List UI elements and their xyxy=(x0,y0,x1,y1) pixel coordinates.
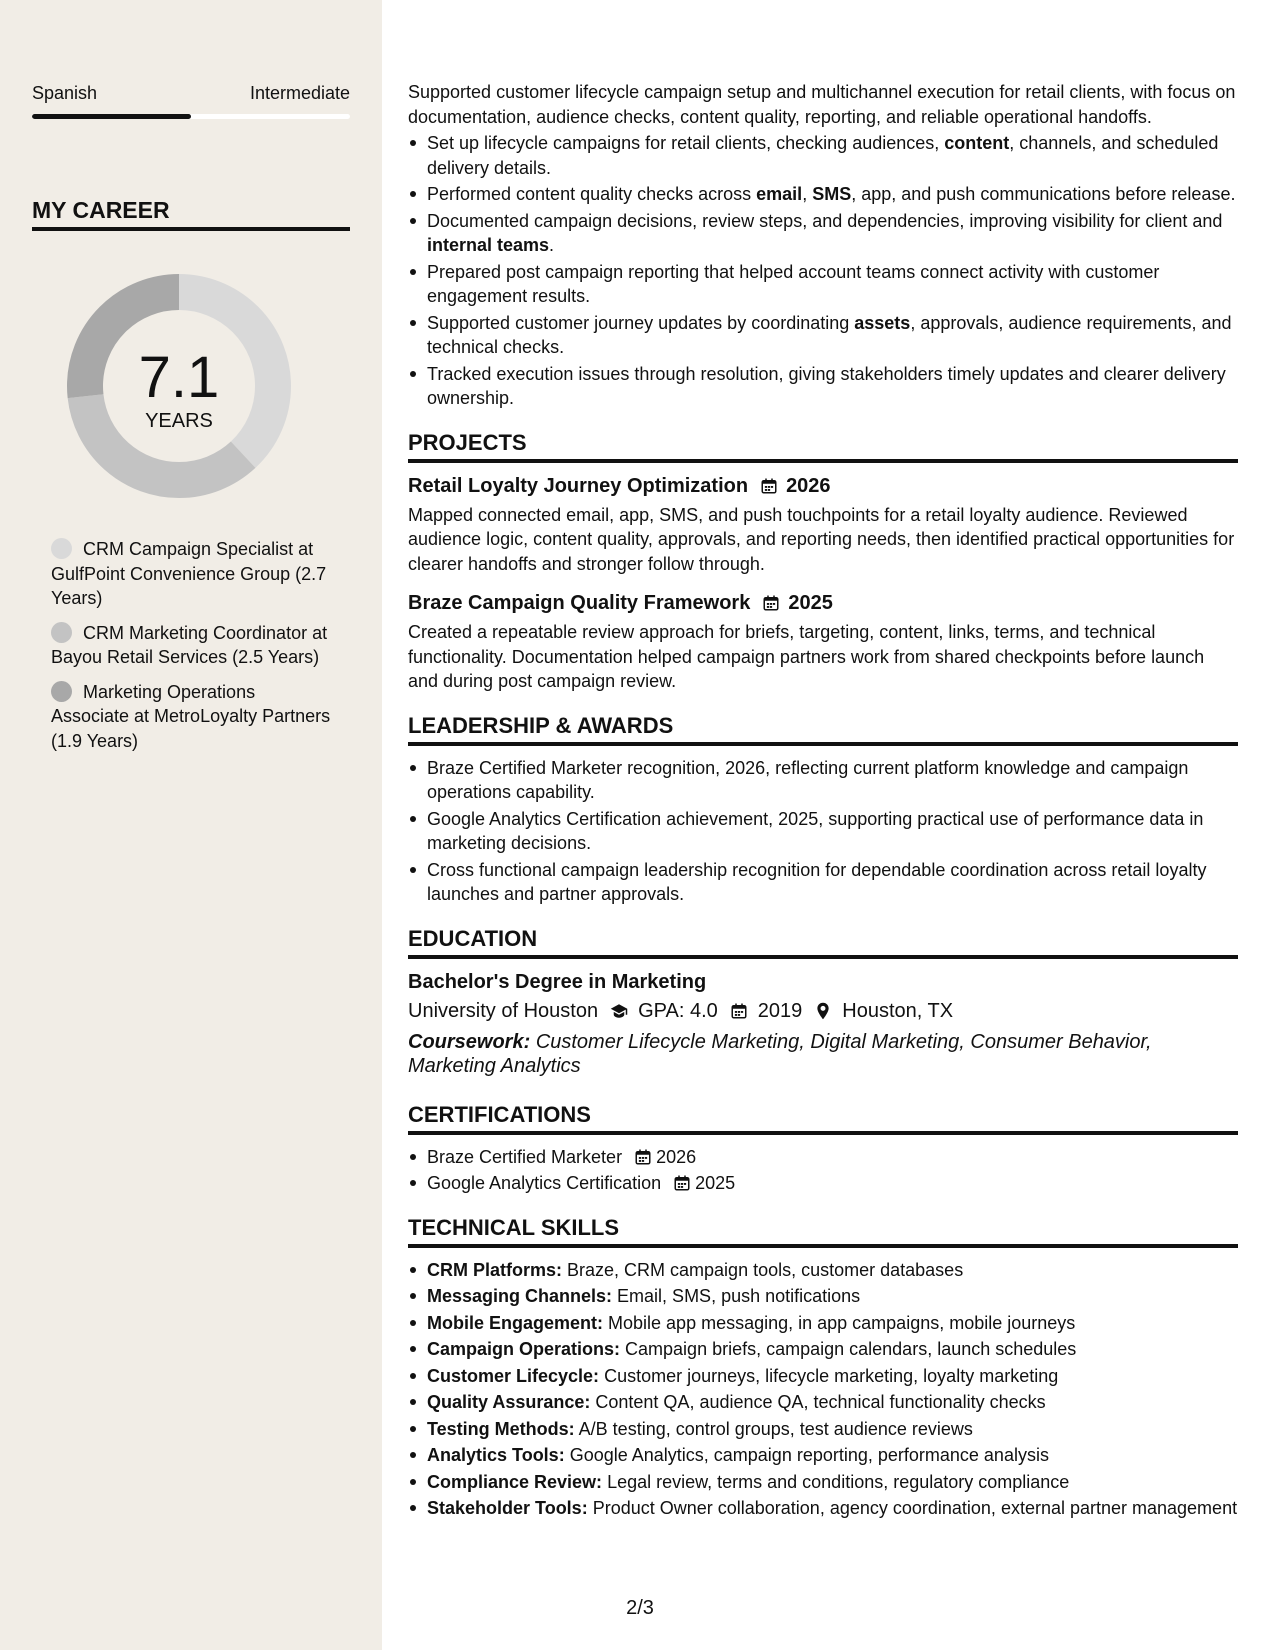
career-item xyxy=(51,537,336,611)
skill-value: A/B testing, control groups, test audience reviews xyxy=(574,1418,973,1439)
skill-value: Legal review, terms and conditions, regulatory compliance xyxy=(602,1471,1070,1492)
education-school: University of Houston xyxy=(408,999,599,1022)
career-heading: MY CAREER xyxy=(32,196,350,231)
language-progress-bar xyxy=(32,114,350,119)
experience-bullet xyxy=(408,209,1238,258)
experience-intro: Supported customer lifecycle campaign setup and multichannel execution for retail clients, with focus on documentation, audience checks, content quality, reporting, and reliable operational handoffs. xyxy=(408,82,1236,127)
skills-list xyxy=(408,1258,1238,1521)
bullet-text: , app, and push communications before release. xyxy=(851,184,1236,204)
skills-section xyxy=(408,1214,1238,1521)
skill-item xyxy=(408,1364,1238,1389)
bullet-text: Tracked execution issues through resolution, giving stakeholders timely updates and clearer delivery ownership. xyxy=(427,363,1226,408)
bullet-text: , approvals, audience requirements, and technical checks. xyxy=(427,312,1232,357)
skill-item xyxy=(408,1443,1238,1468)
bullet-text: Set up lifecycle campaigns for retail clients, checking audiences, xyxy=(427,133,945,153)
skill-value: Email, SMS, push notifications xyxy=(612,1286,861,1306)
bullet-keyword: SMS xyxy=(812,184,852,204)
experience-bullets xyxy=(408,131,1238,411)
career-total-value: 7.1 xyxy=(138,345,220,410)
language-row xyxy=(32,82,350,104)
career-list xyxy=(51,537,336,763)
calendar-icon xyxy=(760,477,778,495)
project-year: 2025 xyxy=(788,592,833,614)
skill-value: Mobile app messaging, in app campaigns, mobile journeys xyxy=(603,1312,1076,1333)
project-description: Mapped connected email, app, SMS, and push touchpoints for a retail loyalty audience. Reviewed audience logic, content quality, approvals, and reporting needs, then identified practical opportunities for clearer handoffs and stronger follow through. xyxy=(408,504,1235,574)
skill-item xyxy=(408,1417,1238,1442)
career-item-label: CRM Marketing Coordinator at Bayou Retail Services (2.5 Years) xyxy=(51,622,328,667)
page-number: 2/3 xyxy=(626,1597,654,1619)
graduation-cap-icon xyxy=(610,1002,628,1020)
leadership-item: Cross functional campaign leadership recognition for dependable coordination across retail loyalty launches and partner approvals. xyxy=(408,858,1238,907)
education-gpa: GPA: 4.0 xyxy=(638,999,718,1022)
experience-bullet xyxy=(408,131,1238,180)
skill-label: Customer Lifecycle: xyxy=(427,1365,600,1386)
skill-label: Campaign Operations: xyxy=(427,1339,621,1359)
skill-label: CRM Platforms: xyxy=(427,1259,563,1280)
skill-label: Compliance Review: xyxy=(427,1471,603,1492)
experience-bullet xyxy=(408,362,1238,411)
projects-heading: PROJECTS xyxy=(408,429,1238,463)
language-level: Intermediate xyxy=(249,83,350,103)
calendar-icon xyxy=(730,1002,748,1020)
certification-year: 2026 xyxy=(656,1146,697,1167)
project-year: 2026 xyxy=(786,474,831,497)
coursework-list: Customer Lifecycle Marketing, Digital Marketing, Consumer Behavior, Marketing Analytics xyxy=(408,1030,1152,1077)
bullet-keyword: content xyxy=(944,133,1010,153)
education-details xyxy=(408,996,1238,1026)
project-title-row xyxy=(408,590,1238,616)
main-content xyxy=(408,80,1238,1523)
coursework-label: Coursework: xyxy=(408,1030,531,1053)
education-section xyxy=(408,925,1238,1079)
leadership-list xyxy=(408,756,1238,907)
skill-item xyxy=(408,1470,1238,1495)
calendar-icon xyxy=(673,1174,691,1192)
leadership-item: Google Analytics Certification achievement, 2025, supporting practical use of performance data in marketing decisions. xyxy=(408,807,1238,856)
skill-item xyxy=(408,1337,1238,1362)
experience-bullet xyxy=(408,260,1238,309)
skill-label: Analytics Tools: xyxy=(427,1445,565,1465)
skills-heading: TECHNICAL SKILLS xyxy=(408,1214,1238,1248)
skill-item xyxy=(408,1258,1238,1283)
career-legend-dot xyxy=(51,538,72,559)
career-item-label: CRM Campaign Specialist at GulfPoint Convenience Group (2.7 Years) xyxy=(51,539,327,608)
education-heading: EDUCATION xyxy=(408,925,1238,959)
skill-value: Content QA, audience QA, technical functionality checks xyxy=(590,1392,1046,1412)
project-title: Braze Campaign Quality Framework xyxy=(408,592,751,614)
skill-value: Customer journeys, lifecycle marketing, loyalty marketing xyxy=(599,1365,1059,1386)
bullet-text: , channels, and scheduled delivery details. xyxy=(427,133,1219,178)
skill-value: Campaign briefs, campaign calendars, launch schedules xyxy=(620,1339,1077,1359)
career-item xyxy=(51,621,336,670)
experience-bullet xyxy=(408,182,1238,207)
certification-item xyxy=(408,1145,1238,1170)
bullet-keyword: internal teams xyxy=(427,235,550,255)
skill-item xyxy=(408,1390,1238,1415)
calendar-icon xyxy=(762,594,780,612)
project-item xyxy=(408,590,1238,694)
bullet-text: Supported customer journey updates by coordinating xyxy=(427,312,855,333)
project-title: Retail Loyalty Journey Optimization xyxy=(408,474,749,497)
bullet-text: Performed content quality checks across xyxy=(427,184,757,204)
bullet-keyword: email xyxy=(756,184,803,204)
education-location: Houston, TX xyxy=(842,999,954,1022)
certification-name: Braze Certified Marketer xyxy=(427,1146,623,1167)
career-item-label: Marketing Operations Associate at MetroLoyalty Partners (1.9 Years) xyxy=(51,681,331,751)
skill-item xyxy=(408,1496,1238,1521)
career-legend-dot xyxy=(51,681,72,702)
education-coursework xyxy=(408,1030,1238,1079)
skill-item xyxy=(408,1311,1238,1336)
bullet-text: . xyxy=(549,235,555,255)
leadership-section xyxy=(408,712,1238,907)
skill-value: Product Owner collaboration, agency coordination, external partner management xyxy=(587,1498,1238,1518)
skill-label: Messaging Channels: xyxy=(427,1286,613,1306)
sidebar xyxy=(0,0,382,1650)
certification-name: Google Analytics Certification xyxy=(427,1173,662,1193)
certification-item xyxy=(408,1171,1238,1196)
education-degree: Bachelor's Degree in Marketing xyxy=(408,970,707,993)
projects-section xyxy=(408,429,1238,694)
projects-list xyxy=(408,473,1238,694)
bullet-text: , xyxy=(802,184,813,204)
bullet-text: Prepared post campaign reporting that helped account teams connect activity with customer engagement results. xyxy=(427,261,1160,306)
certifications-list xyxy=(408,1145,1238,1196)
bullet-keyword: assets xyxy=(854,312,911,333)
career-legend-dot xyxy=(51,622,72,643)
skill-item xyxy=(408,1284,1238,1309)
calendar-icon xyxy=(634,1148,652,1166)
language-progress-fill xyxy=(32,114,191,119)
leadership-heading: LEADERSHIP & AWARDS xyxy=(408,712,1238,746)
education-year: 2019 xyxy=(757,999,803,1022)
skill-value: Braze, CRM campaign tools, customer databases xyxy=(562,1259,964,1280)
skill-value: Google Analytics, campaign reporting, performance analysis xyxy=(564,1445,1049,1465)
location-pin-icon xyxy=(814,1002,832,1020)
leadership-item: Braze Certified Marketer recognition, 2026, reflecting current platform knowledge and campaign operations capability. xyxy=(408,756,1238,805)
skill-label: Stakeholder Tools: xyxy=(427,1498,588,1518)
certifications-section xyxy=(408,1101,1238,1196)
language-name: Spanish xyxy=(32,83,98,103)
skill-label: Testing Methods: xyxy=(427,1418,575,1439)
project-description: Created a repeatable review approach for briefs, targeting, content, links, terms, and technical functionality. Documentation helped campaign partners work from shared checkpoints before launch and during post campaign review. xyxy=(408,622,1205,691)
career-item xyxy=(51,680,336,754)
bullet-text: Documented campaign decisions, review steps, and dependencies, improving visibility for client and xyxy=(427,210,1223,231)
career-total-unit: YEARS xyxy=(145,410,213,432)
project-item xyxy=(408,473,1238,577)
skill-label: Quality Assurance: xyxy=(427,1392,591,1412)
experience-section xyxy=(408,80,1238,411)
certifications-heading: CERTIFICATIONS xyxy=(408,1101,1238,1135)
skill-label: Mobile Engagement: xyxy=(427,1312,604,1333)
certification-year: 2025 xyxy=(695,1173,736,1193)
project-title-row xyxy=(408,473,1238,499)
experience-bullet xyxy=(408,311,1238,360)
